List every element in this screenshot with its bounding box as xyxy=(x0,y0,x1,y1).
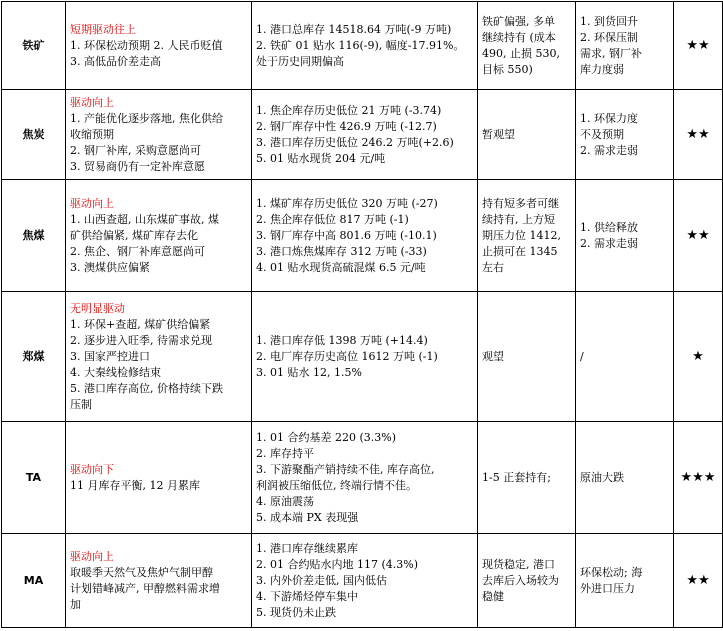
table-row xyxy=(2,180,723,292)
data-line: 1. 港口库存低 1398 万吨 (+14.4) xyxy=(256,333,428,347)
driver-label: 无明显驱动 xyxy=(70,301,125,315)
strategy-line: 观望 xyxy=(482,349,504,363)
strategy-line: 持有短多者可继 xyxy=(482,196,559,210)
reason-line: 加 xyxy=(70,597,81,611)
risk-line: 1. 供给释放 xyxy=(580,220,638,234)
commodity-name: 焦炭 xyxy=(2,90,66,180)
data-line: 3. 钢厂库存中高 801.6 万吨 (-10.1) xyxy=(256,228,437,242)
driver-cell xyxy=(66,422,252,534)
commodity-name: 焦煤 xyxy=(2,180,66,292)
data-line: 3. 内外价差走低, 国内低估 xyxy=(256,573,387,587)
data-line: 4. 下游烯烃停车集中 xyxy=(256,589,358,603)
driver-cell xyxy=(66,180,252,292)
table-row xyxy=(2,422,723,534)
risk-line: 2. 环保压制 xyxy=(580,30,638,44)
reason-line: 2. 钢厂补库, 采购意愿尚可 xyxy=(70,143,201,157)
data-line: 1. 煤矿库存历史低位 320 万吨 (-27) xyxy=(256,196,438,210)
risk-line: 2. 需求走弱 xyxy=(580,143,638,157)
strategy-line: 续持有, 上方短 xyxy=(482,212,555,226)
data-cell xyxy=(252,90,478,180)
risk-line: 需求, 钢厂补 xyxy=(580,46,642,60)
risk-line: 外进口压力 xyxy=(580,581,635,595)
data-line: 1. 焦企库存历史低位 21 万吨 (-3.74) xyxy=(256,103,442,117)
driver-label: 短期驱动往上 xyxy=(70,22,136,36)
data-line: 利润被压缩低位, 终端行情不佳。 xyxy=(256,478,417,492)
risk-cell xyxy=(576,90,674,180)
reason-line: 3. 国家严控进口 xyxy=(70,349,150,363)
driver-label: 驱动向上 xyxy=(70,95,114,109)
reason-line: 2. 逐步进入旺季, 待需求兑现 xyxy=(70,333,212,347)
table-row xyxy=(2,292,723,422)
table-row xyxy=(2,534,723,628)
data-line: 2. 焦企库存低位 817 万吨 (-1) xyxy=(256,212,409,226)
data-cell xyxy=(252,180,478,292)
commodity-name: 郑煤 xyxy=(2,292,66,422)
table-row xyxy=(2,90,723,180)
commodity-name: MA xyxy=(2,534,66,628)
data-line: 2. 01 合约贴水内地 117 (4.3%) xyxy=(256,557,419,571)
star-rating: ★ xyxy=(674,292,723,422)
data-line: 5. 01 贴水现货 204 元/吨 xyxy=(256,151,386,165)
risk-line: 环保松动; 海 xyxy=(580,565,643,579)
reason-line: 2. 焦企、钢厂补库意愿尚可 xyxy=(70,244,205,258)
risk-cell xyxy=(576,534,674,628)
strategy-cell xyxy=(478,422,576,534)
strategy-line: 暂观望 xyxy=(482,127,515,141)
reason-line: 5. 港口库存高位, 价格持续下跌 xyxy=(70,381,223,395)
star-rating: ★★ xyxy=(674,90,723,180)
reason-line: 4. 大秦线检修结束 xyxy=(70,365,161,379)
data-line: 处于历史同期偏高 xyxy=(256,54,344,68)
data-line: 2. 电厂库存历史高位 1612 万吨 (-1) xyxy=(256,349,438,363)
risk-cell xyxy=(576,180,674,292)
data-line: 2. 库存持平 xyxy=(256,446,314,460)
risk-line: 1. 到货回升 xyxy=(580,14,638,28)
reason-line: 计划错峰减产, 甲醇燃料需求增 xyxy=(70,581,220,595)
strategy-line: 左右 xyxy=(482,260,504,274)
strategy-line: 继续持有 (成本 xyxy=(482,30,556,44)
data-cell xyxy=(252,422,478,534)
data-line: 5. 现货仍未止跌 xyxy=(256,605,336,619)
data-cell xyxy=(252,292,478,422)
reason-line: 1. 环保+查超, 煤矿供给偏紧 xyxy=(70,317,211,331)
star-rating: ★★ xyxy=(674,2,723,90)
risk-line: 库力度弱 xyxy=(580,62,624,76)
driver-cell xyxy=(66,2,252,90)
data-line: 1. 港口总库存 14518.64 万吨(-9 万吨) xyxy=(256,22,452,36)
risk-cell xyxy=(576,2,674,90)
reason-line: 3. 高低品价差走高 xyxy=(70,54,161,68)
strategy-cell xyxy=(478,90,576,180)
data-cell xyxy=(252,2,478,90)
data-line: 2. 铁矿 01 贴水 116(-9), 幅度-17.91%。 xyxy=(256,38,465,52)
strategy-line: 期压力位 1412, xyxy=(482,228,561,242)
strategy-line: 去库后入场较为 xyxy=(482,573,559,587)
strategy-cell xyxy=(478,180,576,292)
risk-line: 不及预期 xyxy=(580,127,624,141)
driver-cell xyxy=(66,534,252,628)
data-line: 3. 01 贴水 12, 1.5% xyxy=(256,365,362,379)
risk-cell xyxy=(576,292,674,422)
risk-line: 1. 环保力度 xyxy=(580,111,638,125)
reason-line: 3. 澳煤供应偏紧 xyxy=(70,260,150,274)
reason-line: 1. 产能优化逐步落地, 焦化供给 xyxy=(70,111,223,125)
strategy-line: 目标 550) xyxy=(482,62,533,76)
risk-line: 2. 需求走弱 xyxy=(580,236,638,250)
star-rating: ★★ xyxy=(674,534,723,628)
driver-cell xyxy=(66,90,252,180)
strategy-line: 止损可在 1345 xyxy=(482,244,558,258)
star-rating: ★★ xyxy=(674,180,723,292)
reason-line: 3. 贸易商仍有一定补库意愿 xyxy=(70,159,205,173)
data-line: 1. 港口库存继续累库 xyxy=(256,541,358,555)
reason-line: 取暖季天然气及焦炉气制甲醇 xyxy=(70,565,213,579)
commodity-name: TA xyxy=(2,422,66,534)
strategy-line: 现货稳定, 港口 xyxy=(482,557,555,571)
data-cell xyxy=(252,534,478,628)
reason-line: 收缩预期 xyxy=(70,127,114,141)
data-line: 5. 成本端 PX 表现强 xyxy=(256,510,359,524)
star-rating: ★★★ xyxy=(674,422,723,534)
data-line: 3. 下游聚酯产销持续不佳, 库存高位, xyxy=(256,462,435,476)
reason-line: 矿供给偏紧, 煤矿库存去化 xyxy=(70,228,198,242)
strategy-line: 铁矿偏强, 多单 xyxy=(482,14,555,28)
reason-line: 1. 环保松动预期 2. 人民币贬值 xyxy=(70,38,223,52)
driver-cell xyxy=(66,292,252,422)
data-line: 3. 港口炼焦煤库存 312 万吨 (-33) xyxy=(256,244,427,258)
data-line: 3. 港口库存历史低位 246.2 万吨(+2.6) xyxy=(256,135,454,149)
driver-label: 驱动向下 xyxy=(70,462,114,476)
strategy-line: 稳健 xyxy=(482,589,504,603)
strategy-cell xyxy=(478,534,576,628)
strategy-cell xyxy=(478,2,576,90)
reason-line: 11 月库存平衡, 12 月累库 xyxy=(70,478,200,492)
risk-line: / xyxy=(580,349,584,363)
reason-line: 压制 xyxy=(70,397,92,411)
table-row xyxy=(2,2,723,90)
data-line: 1. 01 合约基差 220 (3.3%) xyxy=(256,430,397,444)
risk-line: 原油大跌 xyxy=(580,470,624,484)
driver-label: 驱动向上 xyxy=(70,196,114,210)
driver-label: 驱动向上 xyxy=(70,549,114,563)
strategy-line: 490, 止损 530, xyxy=(482,46,560,60)
commodity-name: 铁矿 xyxy=(2,2,66,90)
strategy-cell xyxy=(478,292,576,422)
reason-line: 1. 山西查超, 山东煤矿事故, 煤 xyxy=(70,212,219,226)
strategy-line: 1-5 正套持有; xyxy=(482,470,551,484)
data-line: 4. 01 贴水现货高硫混煤 6.5 元/吨 xyxy=(256,260,426,274)
data-line: 2. 钢厂库存中性 426.9 万吨 (-12.7) xyxy=(256,119,437,133)
risk-cell xyxy=(576,422,674,534)
commodity-table xyxy=(1,1,723,628)
data-line: 4. 原油震荡 xyxy=(256,494,314,508)
